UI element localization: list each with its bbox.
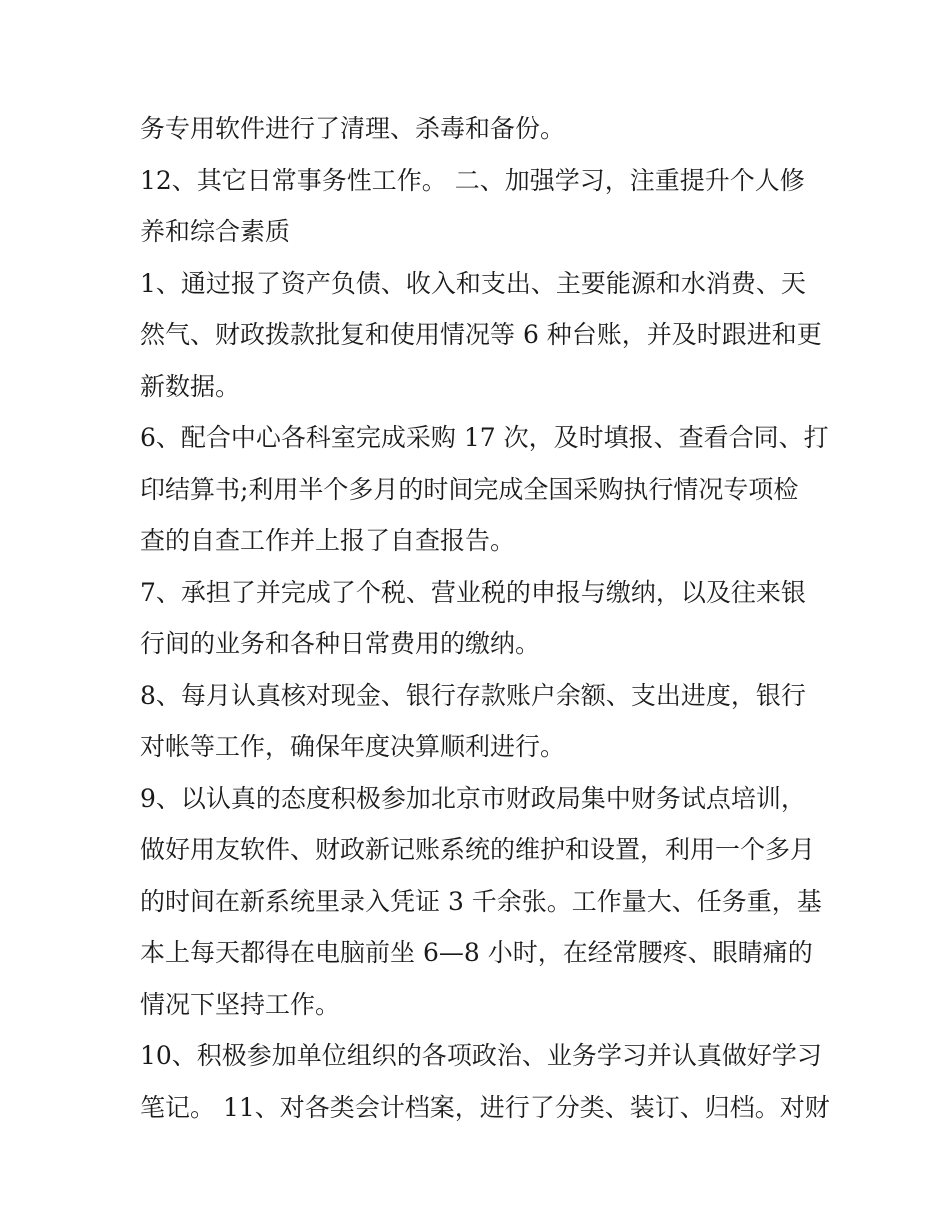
text-line: 做好用友软件、财政新记账系统的维护和设置，利用一个多月 <box>140 835 816 864</box>
paragraph-item-7 <box>140 567 820 670</box>
text-line: 对帐等工作，确保年度决算顺利进行。 <box>140 732 566 761</box>
text-line: 的时间在新系统里录入凭证 3 千余张。工作量大、任务重，基 <box>140 886 822 916</box>
text-line: 6、配合中心各科室完成采购 17 次，及时填报、查看合同、打 <box>140 423 829 452</box>
text-line: 10、积极参加单位组织的各项政治、业务学习并认真做好学习 <box>140 1041 822 1070</box>
text-line: 9、以认真的态度积极参加北京市财政局集中财务试点培训， <box>140 783 806 813</box>
text-line: 印结算书;利用半个多月的时间完成全国采购执行情况专项检 <box>140 474 799 504</box>
text-line: 8、每月认真核对现金、银行存款账户余额、支出进度，银行 <box>140 680 806 710</box>
text-line: 情况下坚持工作。 <box>140 989 341 1019</box>
paragraph-software-backup <box>140 103 820 155</box>
paragraph-item-6 <box>140 412 829 567</box>
text-line: 新数据。 <box>140 371 241 401</box>
text-line: 查的自查工作并上报了自查报告。 <box>140 526 516 555</box>
text-line: 养和综合素质 <box>140 217 291 246</box>
paragraph-item-8 <box>140 670 820 773</box>
text-line: 7、承担了并完成了个税、营业税的申报与缴纳，以及往来银 <box>140 577 806 607</box>
text-line: 务专用软件进行了清理、杀毒和备份。 <box>140 114 566 143</box>
document-body <box>140 103 830 1133</box>
paragraph-item-9 <box>140 773 820 1031</box>
text-line: 本上每天都得在电脑前坐 6—8 小时，在经常腰疼、眼睛痛的 <box>140 938 813 967</box>
text-line: 12、其它日常事务性工作。 二、加强学习，注重提升个人修 <box>140 165 805 195</box>
paragraph-item-12 <box>140 155 820 258</box>
paragraph-item-1 <box>140 258 820 413</box>
text-line: 然气、财政拨款批复和使用情况等 6 种台账，并及时跟进和更 <box>140 320 822 349</box>
text-line: 行间的业务和各种日常费用的缴纳。 <box>140 629 541 658</box>
text-line: 笔记。 11、对各类会计档案，进行了分类、装订、归档。对财 <box>140 1092 830 1122</box>
paragraph-item-10-11 <box>140 1030 830 1133</box>
text-line: 1、通过报了资产负债、收入和支出、主要能源和水消费、天 <box>140 268 806 298</box>
